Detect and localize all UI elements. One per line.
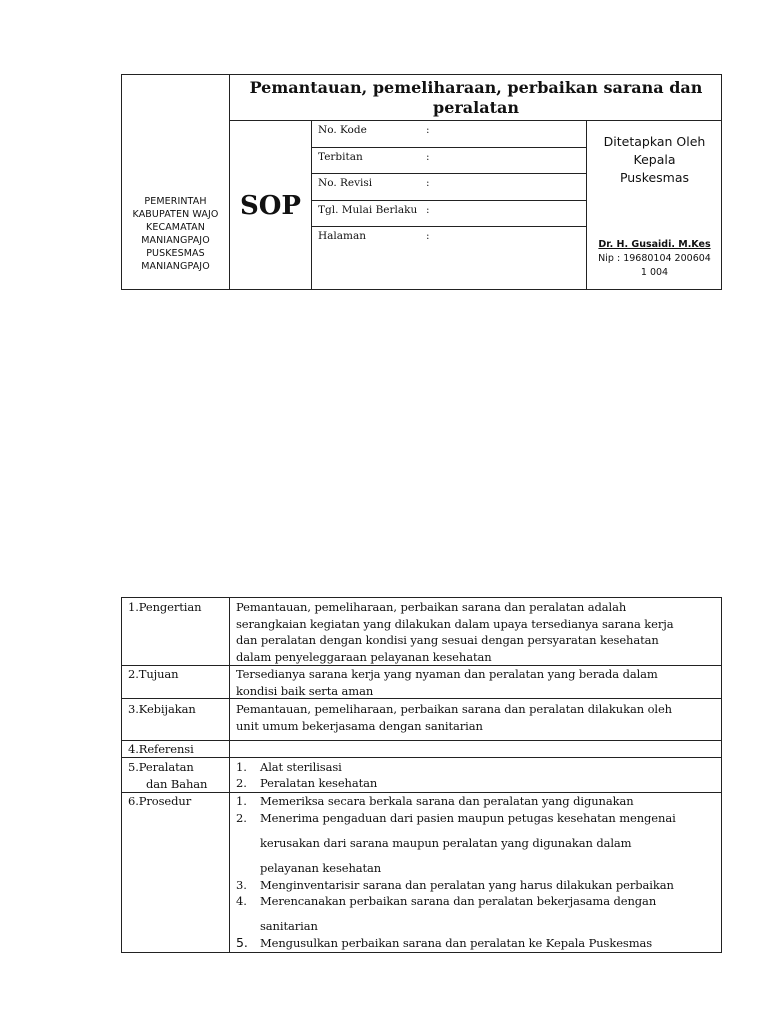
item-number: 1. [236,760,247,774]
section-label-pengertian: 1.Pengertian [128,600,202,614]
sop-label: SOP [240,191,301,221]
sop-content-table [121,597,722,953]
signatory-name: Dr. H. Gusaidi. M.Kes [598,239,711,250]
item-number: 2. [236,776,247,790]
section-label-peralatan [128,759,207,792]
approval-title [587,133,722,187]
label-line: dan Bahan [146,776,208,791]
meta-row-terbitan [312,148,586,174]
item-number: 5. [236,935,248,950]
text-line: Pemantauan, pemeliharaan, perbaikan sarana dan peralatan adalah [236,600,627,614]
meta-colon: : [426,204,430,216]
text-line: unit umum bekerjasama dengan sanitarian [236,718,483,733]
text-line: dalam penyeleggaraan pelayanan kesehatan [236,649,492,664]
org-line: PUSKESMAS [146,248,205,259]
item-text: Memeriksa secara berkala sarana dan peralatan yang digunakan [260,794,634,808]
item-text: kerusakan dari sarana maupun peralatan yang digunakan dalam [260,836,632,850]
item-text: Menginventarisir sarana dan peralatan yang harus dilakukan perbaikan [260,878,674,892]
meta-colon: : [426,151,430,163]
approval-block [587,121,722,291]
text-line: serangkaian kegiatan yang dilakukan dalam upaya tersedianya sarana kerja [236,616,674,631]
org-line: MANIANGPAJO [141,261,210,272]
org-line: MANIANGPAJO [141,235,210,246]
text-line: Pemantauan, pemeliharaan, perbaikan sarana dan peralatan dilakukan oleh [236,702,672,716]
nip-line: Nip : 19680104 200604 [598,253,711,264]
section-label-kebijakan: 3.Kebijakan [128,702,196,716]
item-text: Merencanakan perbaikan sarana dan peralatan bekerjasama dengan [260,894,657,908]
meta-colon: : [426,124,430,136]
approval-line: Kepala [633,152,676,167]
section-label-referensi: 4.Referensi [128,742,194,756]
approval-line: Ditetapkan Oleh [603,134,706,149]
meta-label: No. Revisi [318,177,373,189]
sop-header-table [121,74,722,290]
row-divider [122,740,721,741]
item-number: 1. [236,794,247,808]
item-text: Alat sterilisasi [260,760,342,774]
text-line: dan peralatan dengan kondisi yang sesuai dengan persyaratan kesehatan [236,633,659,647]
item-number: 2. [236,811,247,825]
item-text: sanitarian [260,919,318,933]
section-text-pengertian [236,599,716,665]
section-label-prosedur: 6.Prosedur [128,794,192,808]
approval-line: Puskesmas [619,170,690,185]
meta-colon: : [426,230,430,242]
meta-label: Terbitan [318,151,363,163]
meta-colon: : [426,177,430,189]
section-label-tujuan: 2.Tujuan [128,667,179,681]
org-line: KABUPATEN WAJO [132,209,219,220]
label-line: 5.Peralatan [128,760,194,774]
nip-line: 1 004 [640,267,669,278]
item-text: Menerima pengaduan dari pasien maupun petugas kesehatan mengenai [260,811,676,825]
item-text: pelayanan kesehatan [260,861,382,875]
org-line: KECAMATAN [146,222,205,233]
organization-name [122,195,229,273]
text-line: kondisi baik serta aman [236,683,374,698]
org-line: PEMERINTAH [144,196,207,207]
section-text-kebijakan [236,701,716,734]
item-number: 3. [236,878,247,892]
section-text-tujuan [236,666,716,699]
signatory-nip [587,252,722,280]
meta-label: Halaman [318,230,367,242]
meta-row-halaman [312,227,586,253]
meta-row-kode [312,121,586,147]
meta-row-tgl-mulai [312,201,586,227]
item-text: Peralatan kesehatan [260,776,378,790]
document-title: Pemantauan, pemeliharaan, perbaikan sarana dan peralatan [249,77,703,117]
column-divider [229,598,230,952]
text-line: Tersedianya sarana kerja yang nyaman dan peralatan yang berada dalam [236,667,658,681]
meta-label: Tgl. Mulai Berlaku [318,204,418,216]
meta-row-revisi [312,174,586,200]
meta-label: No. Kode [318,124,367,136]
item-number: 4. [236,894,247,908]
row-divider [122,757,721,758]
item-text: Mengusulkan perbaikan sarana dan peralatan ke Kepala Puskesmas [260,936,653,950]
